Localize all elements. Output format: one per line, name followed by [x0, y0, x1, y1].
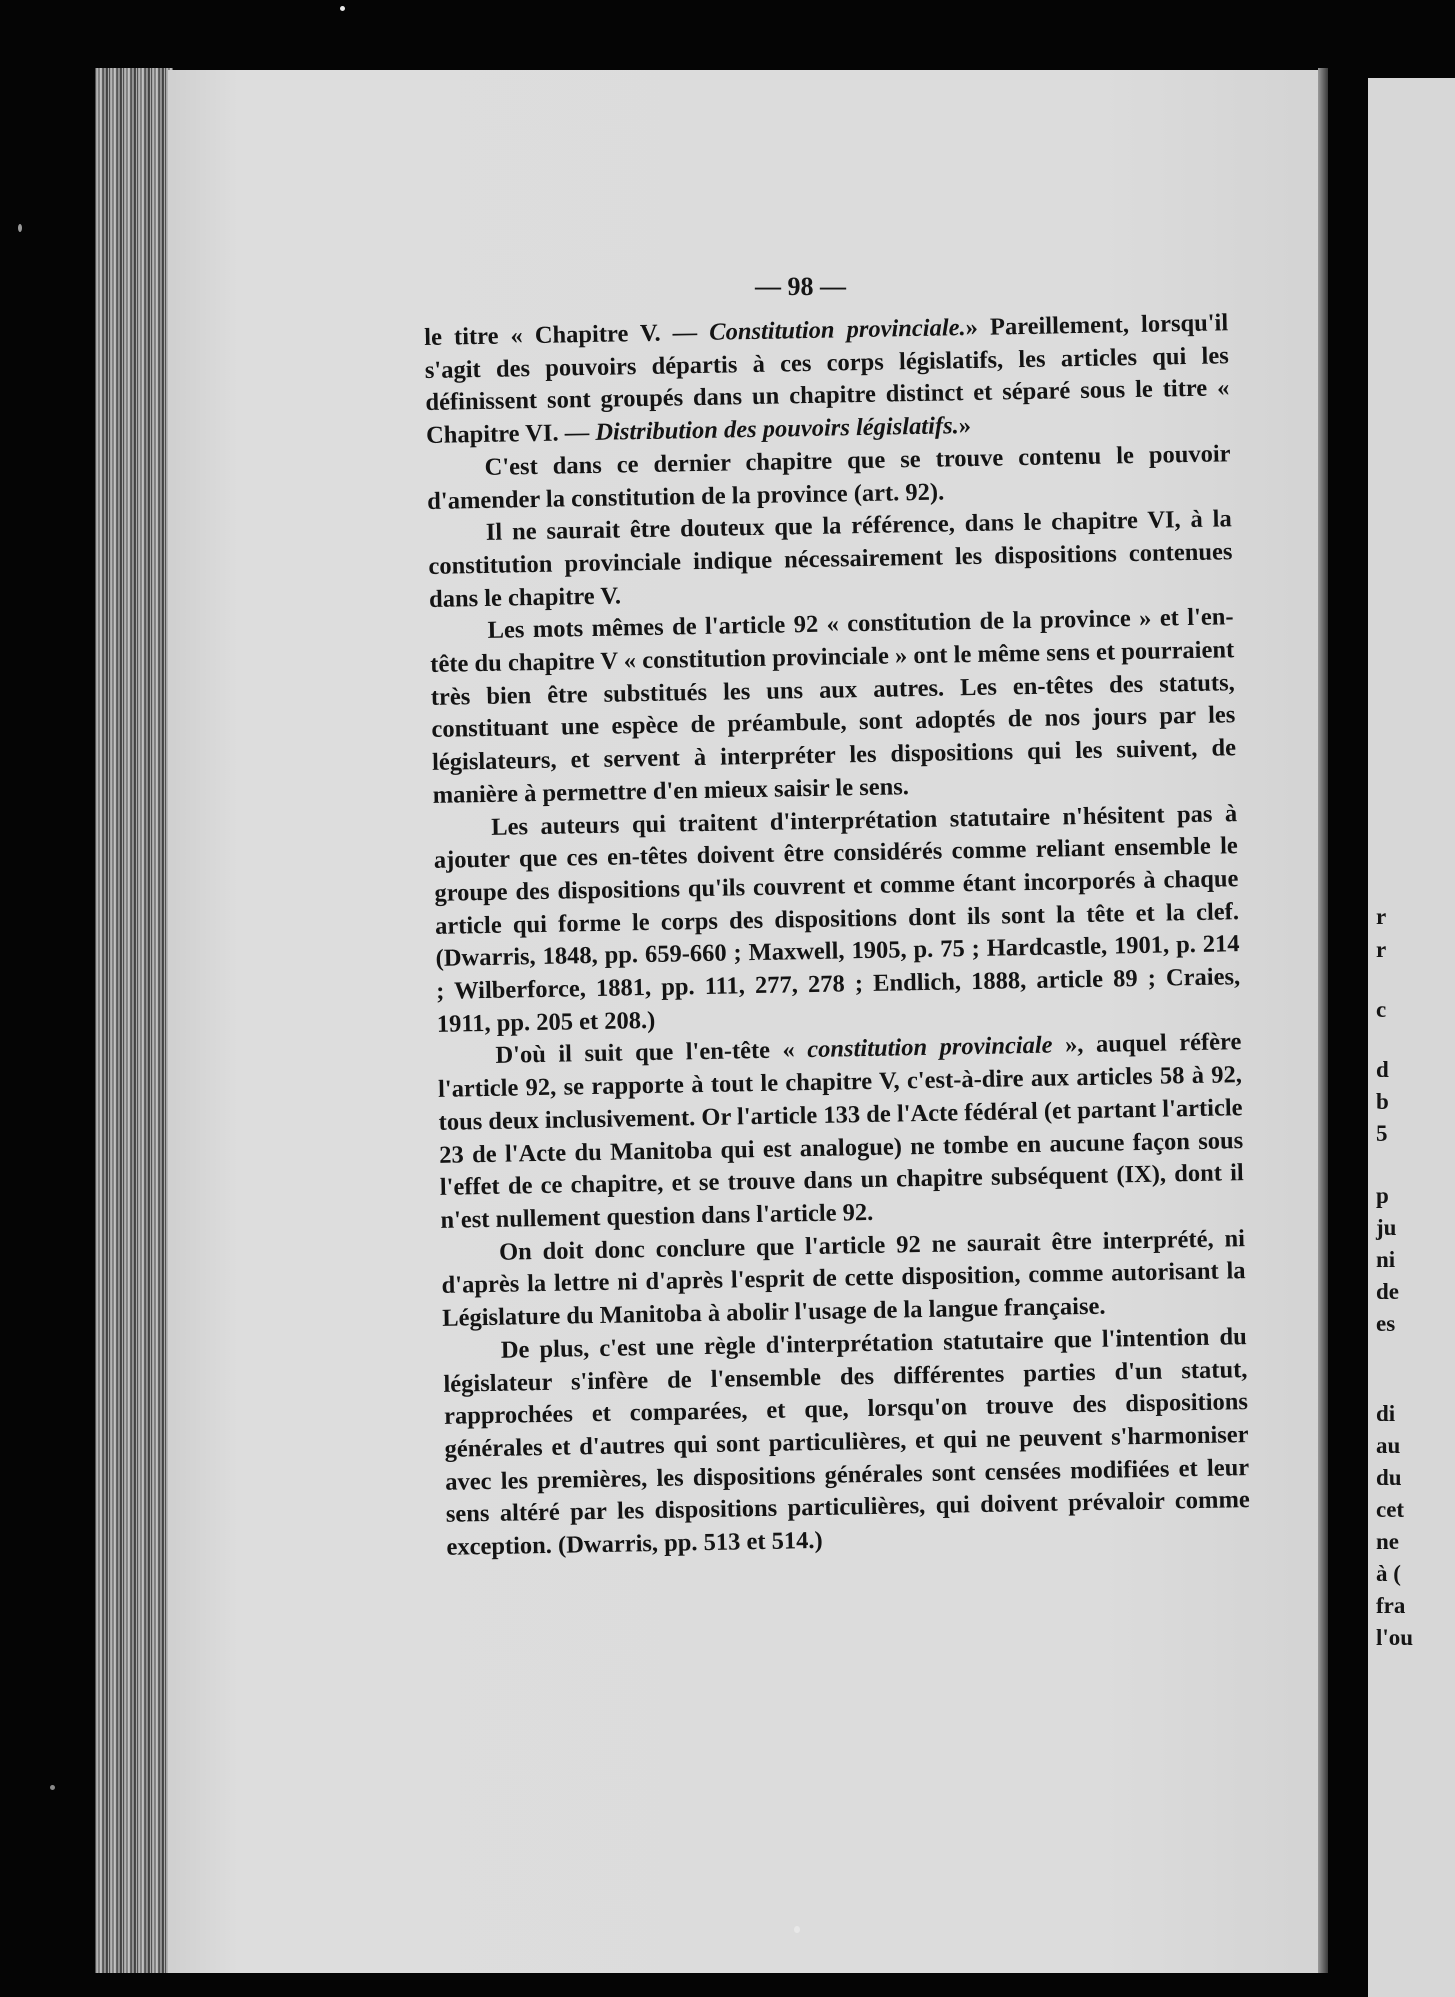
facing-page-fragment: cet: [1376, 1497, 1405, 1522]
facing-page-fragment: à (: [1376, 1561, 1401, 1586]
paragraph-text: »: [958, 412, 972, 440]
facing-page-fragment: d: [1376, 1057, 1389, 1082]
page-gutter-shadow: [1318, 68, 1328, 1973]
facing-page-fragment: du: [1376, 1465, 1402, 1490]
paragraph-text: », auquel réfère l'article 92, se rapporte à tout le chapitre V, c'est-à-dire aux articles 58 à 92, tous deux inclusivement. Or l'article 133 de l'Acte fédéral (et partant l'article 23 de l'Acte du Manitoba qui est analogue) ne tombe en aucune façon sous l'effet de ce chapitre, et se trouve dans un chapitre subséquent (IX), dont il n'est nullement question dans l'article 92.: [437, 1028, 1244, 1234]
paragraph: [433, 798, 1241, 1042]
paragraph: [437, 1027, 1244, 1238]
paragraph: [441, 1223, 1247, 1336]
facing-page-fragment: ne: [1376, 1529, 1399, 1554]
scan-speck: [50, 1785, 55, 1790]
paragraph: [428, 503, 1234, 616]
facing-page-fragment: es: [1376, 1311, 1396, 1336]
facing-page-fragment: au: [1376, 1433, 1401, 1458]
facing-page-fragment: b: [1376, 1089, 1389, 1114]
facing-page-fragment: 5: [1376, 1121, 1388, 1146]
facing-page-fragment: di: [1376, 1401, 1396, 1426]
scan-speck: [794, 1926, 800, 1933]
page-number: — 98 —: [755, 272, 846, 301]
scan-speck: [18, 224, 22, 232]
paragraph: [429, 602, 1236, 813]
body-text: [424, 307, 1251, 1564]
scan-speck: [340, 6, 345, 11]
paragraph-text: C'est dans ce dernier chapitre que se trouve contenu le pouvoir d'amender la constitution de la province (art. 92).: [427, 440, 1231, 515]
facing-page-fragment: l'ou: [1376, 1625, 1414, 1650]
italic-text: constitution provinciale: [807, 1032, 1053, 1064]
paragraph-text: De plus, c'est une règle d'interprétation statutaire que l'intention du législateur s'infère de l'ensemble des différentes parties d'un statut, rapprochées et comparées, et que, lorsqu'on trouve des dispositions générales et d'autres qui sont particulières, et qui ne peuvent s'harmoniser avec les premières, les dispositions générales sont censées modifiées et leur sens altéré par les dispositions particulières, qui doivent prévaloir comme exception. (Dwarris, pp. 513 et 514.): [443, 1322, 1250, 1561]
facing-page-fragment: ni: [1376, 1247, 1396, 1272]
paragraph: [443, 1321, 1251, 1565]
paragraph-text: le titre « Chapitre V. —: [424, 318, 710, 351]
facing-page-fragment: de: [1376, 1279, 1399, 1304]
facing-page-fragment: r: [1376, 937, 1387, 962]
facing-page-fragment: ju: [1376, 1215, 1397, 1240]
paragraph-text: Les mots mêmes de l'article 92 « constitution de la province » et l'en-tête du chapitre V « constitution provinciale » ont le même sens et pourraient très bien être substitués les uns aux autres. Les en-têtes des statuts, constituant une espèce de préambule, sont adoptés de nos jours par les législateurs, et servent à interpréter les dispositions qui les suivent, de manière à permettre d'en mieux saisir le sens.: [430, 603, 1237, 809]
paragraph-text: Il ne saurait être douteux que la référence, dans le chapitre VI, à la constitution provinciale indique nécessairement les dispositions contenues dans le chapitre V.: [428, 505, 1233, 613]
paragraph-text: D'où il suit que l'en-tête «: [495, 1036, 808, 1070]
facing-page: [1368, 78, 1455, 1997]
book-binding-edge: [95, 68, 173, 1973]
facing-page-fragment: r: [1376, 904, 1387, 929]
paragraph-text: Les auteurs qui traitent d'interprétation statutaire n'hésitent pas à ajouter que ces en-têtes doivent être considérés comme reliant ensemble le groupe des dispositions qu'ils couvrent et comme étant incorporés à chaque article qui forme le corps des dispositions dont ils sont la tête et la clef. (Dwarris, 1848, pp. 659-660 ; Maxwell, 1905, p. 75 ; Hardcastle, 1901, p. 214 ; Wilberforce, 1881, pp. 111, 277, 278 ; Endlich, 1888, article 89 ; Craies, 1911, pp. 205 et 208.): [433, 799, 1241, 1038]
paragraph: [424, 307, 1230, 453]
paragraph-text: » Pareillement, lorsqu'il s'agit des pouvoirs départis à ces corps législatifs, les articles qui les définissent sont groupés dans un chapitre distinct et séparé sous le titre « Chapitre VI. —: [424, 309, 1230, 450]
facing-page-fragment: p: [1376, 1183, 1389, 1208]
facing-page-fragment: c: [1376, 997, 1387, 1022]
italic-text: Distribution des pouvoirs législatifs.: [595, 412, 959, 446]
paragraph-text: On doit donc conclure que l'article 92 ne saurait être interprété, ni d'après la lettre ni d'après l'esprit de cette disposition, comme autorisant la Législature du Manitoba à abolir l'usage de la langue française.: [441, 1224, 1246, 1332]
facing-page-fragment: fra: [1376, 1593, 1406, 1618]
italic-text: Constitution provinciale.: [708, 314, 966, 346]
